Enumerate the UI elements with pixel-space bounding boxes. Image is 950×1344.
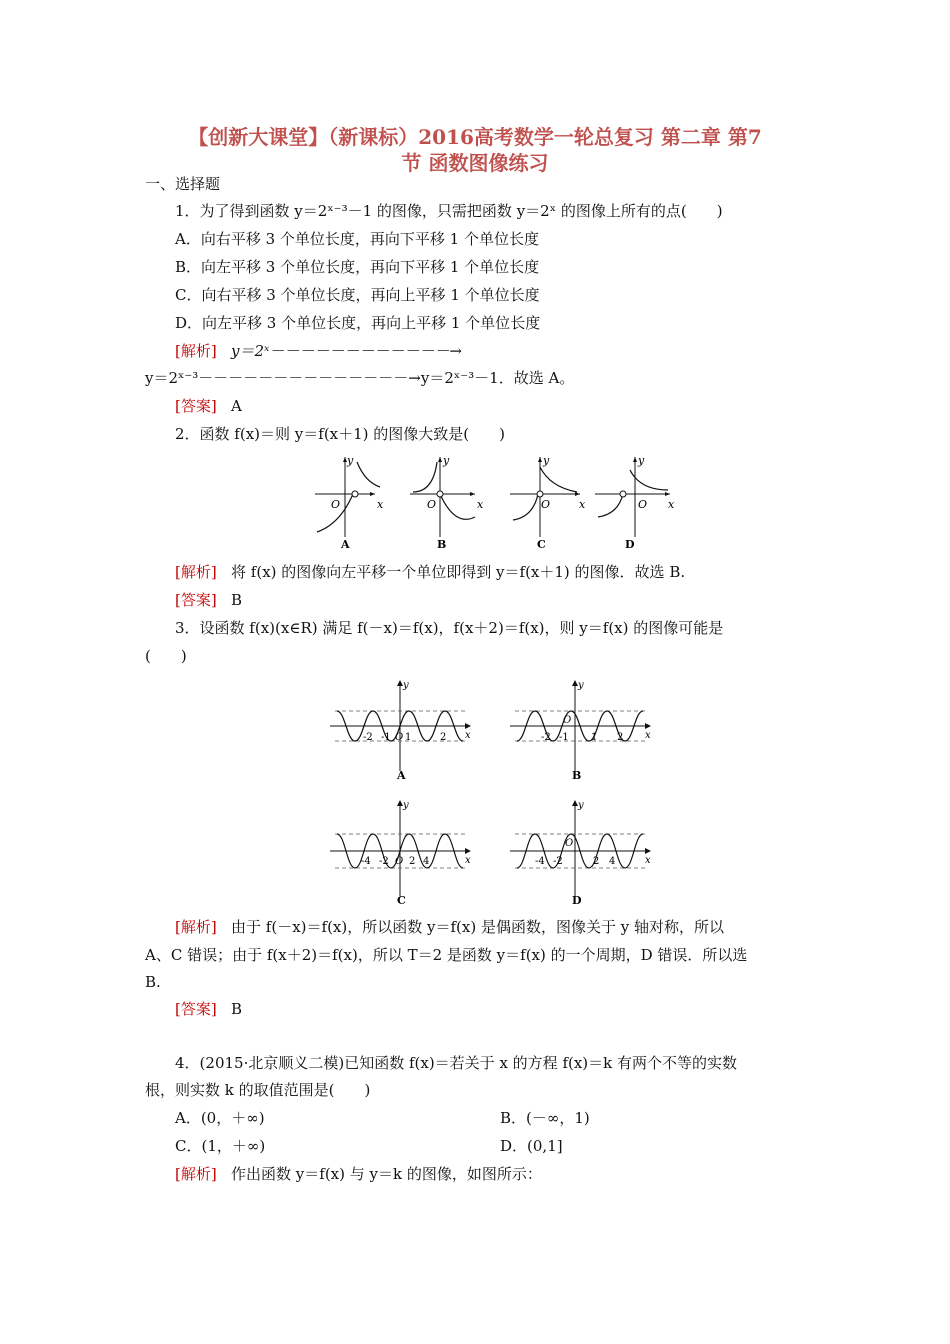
q1-analysis xyxy=(175,341,462,361)
q1-option-c: C．向右平移 3 个单位长度，再向上平移 1 个单位长度 xyxy=(175,286,540,304)
svg-text:4: 4 xyxy=(423,856,430,867)
svg-text:-2: -2 xyxy=(541,732,551,743)
q1-answer-value: A xyxy=(231,397,242,415)
svg-text:1: 1 xyxy=(405,732,412,743)
q3-analysis-line3: B. xyxy=(145,973,161,991)
axis-y-label: y xyxy=(347,454,354,467)
q2-graph-c xyxy=(510,454,586,551)
axis-y-label: y xyxy=(543,454,550,467)
q3-label-a: A xyxy=(397,769,406,782)
q2-stem: 2．函数 f(x)＝则 y＝f(x＋1) 的图像大致是( ) xyxy=(175,425,506,443)
q2-graph-a xyxy=(315,454,384,551)
svg-text:x: x xyxy=(645,855,651,866)
q2-label-d: D xyxy=(625,538,635,551)
q2-analysis xyxy=(175,562,685,582)
q3-label-d: D xyxy=(572,894,582,906)
analysis-tag: [解析] xyxy=(175,918,217,936)
axis-x-label: x xyxy=(579,498,586,511)
q1-stem: 1．为了得到函数 y＝2ˣ⁻³－1 的图像，只需把函数 y＝2ˣ 的图像上所有的点( ) xyxy=(175,202,723,220)
svg-text:O: O xyxy=(395,732,404,743)
section-heading: 一、选择题 xyxy=(145,175,221,193)
q1-option-b: B．向左平移 3 个单位长度，再向下平移 1 个单位长度 xyxy=(175,258,540,276)
q3-stem-line2: ( ) xyxy=(145,647,187,665)
axis-y-label: y xyxy=(638,454,645,467)
q4-analysis-text: 作出函数 y＝f(x) 与 y＝k 的图像，如图所示： xyxy=(231,1165,542,1183)
origin-label: O xyxy=(541,498,551,511)
svg-text:y: y xyxy=(403,680,409,691)
q2-figure xyxy=(305,452,685,552)
q4-option-b: B．(－∞，1) xyxy=(500,1109,590,1127)
origin-label: O xyxy=(427,498,437,511)
q4-stem-line2: 根，则实数 k 的取值范围是( ) xyxy=(145,1081,371,1099)
svg-text:O: O xyxy=(563,715,572,726)
q3-graph-a xyxy=(330,680,471,782)
svg-text:1: 1 xyxy=(591,732,598,743)
axis-x-label: x xyxy=(477,498,484,511)
answer-tag: [答案] xyxy=(175,1000,217,1018)
svg-text:-4: -4 xyxy=(535,856,545,867)
q1-option-a: A．向右平移 3 个单位长度，再向下平移 1 个单位长度 xyxy=(175,230,539,248)
analysis-tag: [解析] xyxy=(175,563,217,581)
q3-label-c: C xyxy=(397,894,406,906)
q2-label-a: A xyxy=(341,538,350,551)
q2-answer-value: B xyxy=(231,591,243,609)
svg-text:-1: -1 xyxy=(381,732,391,743)
q3-analysis xyxy=(175,917,724,937)
svg-text:2: 2 xyxy=(409,856,416,867)
q3-graph-d xyxy=(510,800,651,906)
q4-option-a: A．(0，＋∞) xyxy=(175,1109,265,1127)
q4-analysis xyxy=(175,1164,542,1184)
q1-option-d: D．向左平移 3 个单位长度，再向上平移 1 个单位长度 xyxy=(175,314,541,332)
svg-text:O: O xyxy=(565,838,574,849)
axis-y-label: y xyxy=(443,454,450,467)
svg-text:x: x xyxy=(645,730,651,741)
q3-answer xyxy=(175,999,242,1019)
analysis-tag: [解析] xyxy=(175,1165,217,1183)
svg-text:-2: -2 xyxy=(379,856,389,867)
title-line-1: 【创新大课堂】（新课标）2016高考数学一轮总复习 第二章 第7 xyxy=(188,125,762,149)
svg-text:2: 2 xyxy=(440,732,447,743)
q2-graph-d xyxy=(595,454,675,551)
svg-text:-2: -2 xyxy=(363,732,373,743)
axis-x-label: x xyxy=(668,498,675,511)
q1-answer xyxy=(175,396,242,416)
origin-label: O xyxy=(331,498,341,511)
svg-text:O: O xyxy=(395,856,404,867)
svg-text:2: 2 xyxy=(617,732,624,743)
title-line-2: 节 函数图像练习 xyxy=(401,151,549,175)
q4-stem-line1: 4．(2015·北京顺义二模)已知函数 f(x)＝若关于 x 的方程 f(x)＝k 有两个不等的实数 xyxy=(175,1054,738,1072)
svg-text:-2: -2 xyxy=(553,856,563,867)
q3-graph-b xyxy=(510,680,651,782)
svg-text:-4: -4 xyxy=(361,856,371,867)
answer-tag: [答案] xyxy=(175,397,217,415)
q3-label-b: B xyxy=(572,769,582,782)
q4-option-c: C．(1，＋∞) xyxy=(175,1137,266,1155)
q3-analysis-line1: 由于 f(－x)＝f(x)，所以函数 y＝f(x) 是偶函数，图像关于 y 轴对称，所以 xyxy=(231,918,724,936)
q3-analysis-line2: A、C 错误；由于 f(x＋2)＝f(x)，所以 T＝2 是函数 y＝f(x) 的一个周期，D 错误．所以选 xyxy=(145,946,748,964)
q3-answer-value: B xyxy=(231,1000,243,1018)
svg-text:2: 2 xyxy=(593,856,600,867)
svg-text:-1: -1 xyxy=(559,732,569,743)
svg-text:x: x xyxy=(465,730,471,741)
axis-x-label: x xyxy=(377,498,384,511)
q3-stem-line1: 3．设函数 f(x)(x∈R) 满足 f(－x)＝f(x)，f(x＋2)＝f(x)，则 y＝f(x) 的图像可能是 xyxy=(175,619,724,637)
answer-tag: [答案] xyxy=(175,591,217,609)
q2-analysis-text: 将 f(x) 的图像向左平移一个单位即得到 y＝f(x＋1) 的图像．故选 B. xyxy=(231,563,686,581)
svg-text:x: x xyxy=(465,855,471,866)
q1-analysis-line1: y＝2ˣ－－－－－－－－－－－－→ xyxy=(231,342,462,360)
origin-label: O xyxy=(638,498,648,511)
q3-figure xyxy=(325,676,665,906)
q2-graph-b xyxy=(410,454,484,551)
q1-analysis-line2: y＝2ˣ⁻³－－－－－－－－－－－－－－→y＝2ˣ⁻³－1．故选 A。 xyxy=(145,369,575,387)
q2-label-c: C xyxy=(537,538,546,551)
analysis-tag: [解析] xyxy=(175,342,217,360)
q2-label-b: B xyxy=(437,538,447,551)
svg-text:4: 4 xyxy=(609,856,616,867)
svg-text:y: y xyxy=(578,800,584,811)
q2-answer xyxy=(175,590,242,610)
q3-graph-c xyxy=(330,800,471,906)
svg-text:y: y xyxy=(403,800,409,811)
svg-text:y: y xyxy=(578,680,584,691)
document-title xyxy=(130,124,820,176)
q4-option-d: D．(0,1] xyxy=(500,1137,563,1155)
